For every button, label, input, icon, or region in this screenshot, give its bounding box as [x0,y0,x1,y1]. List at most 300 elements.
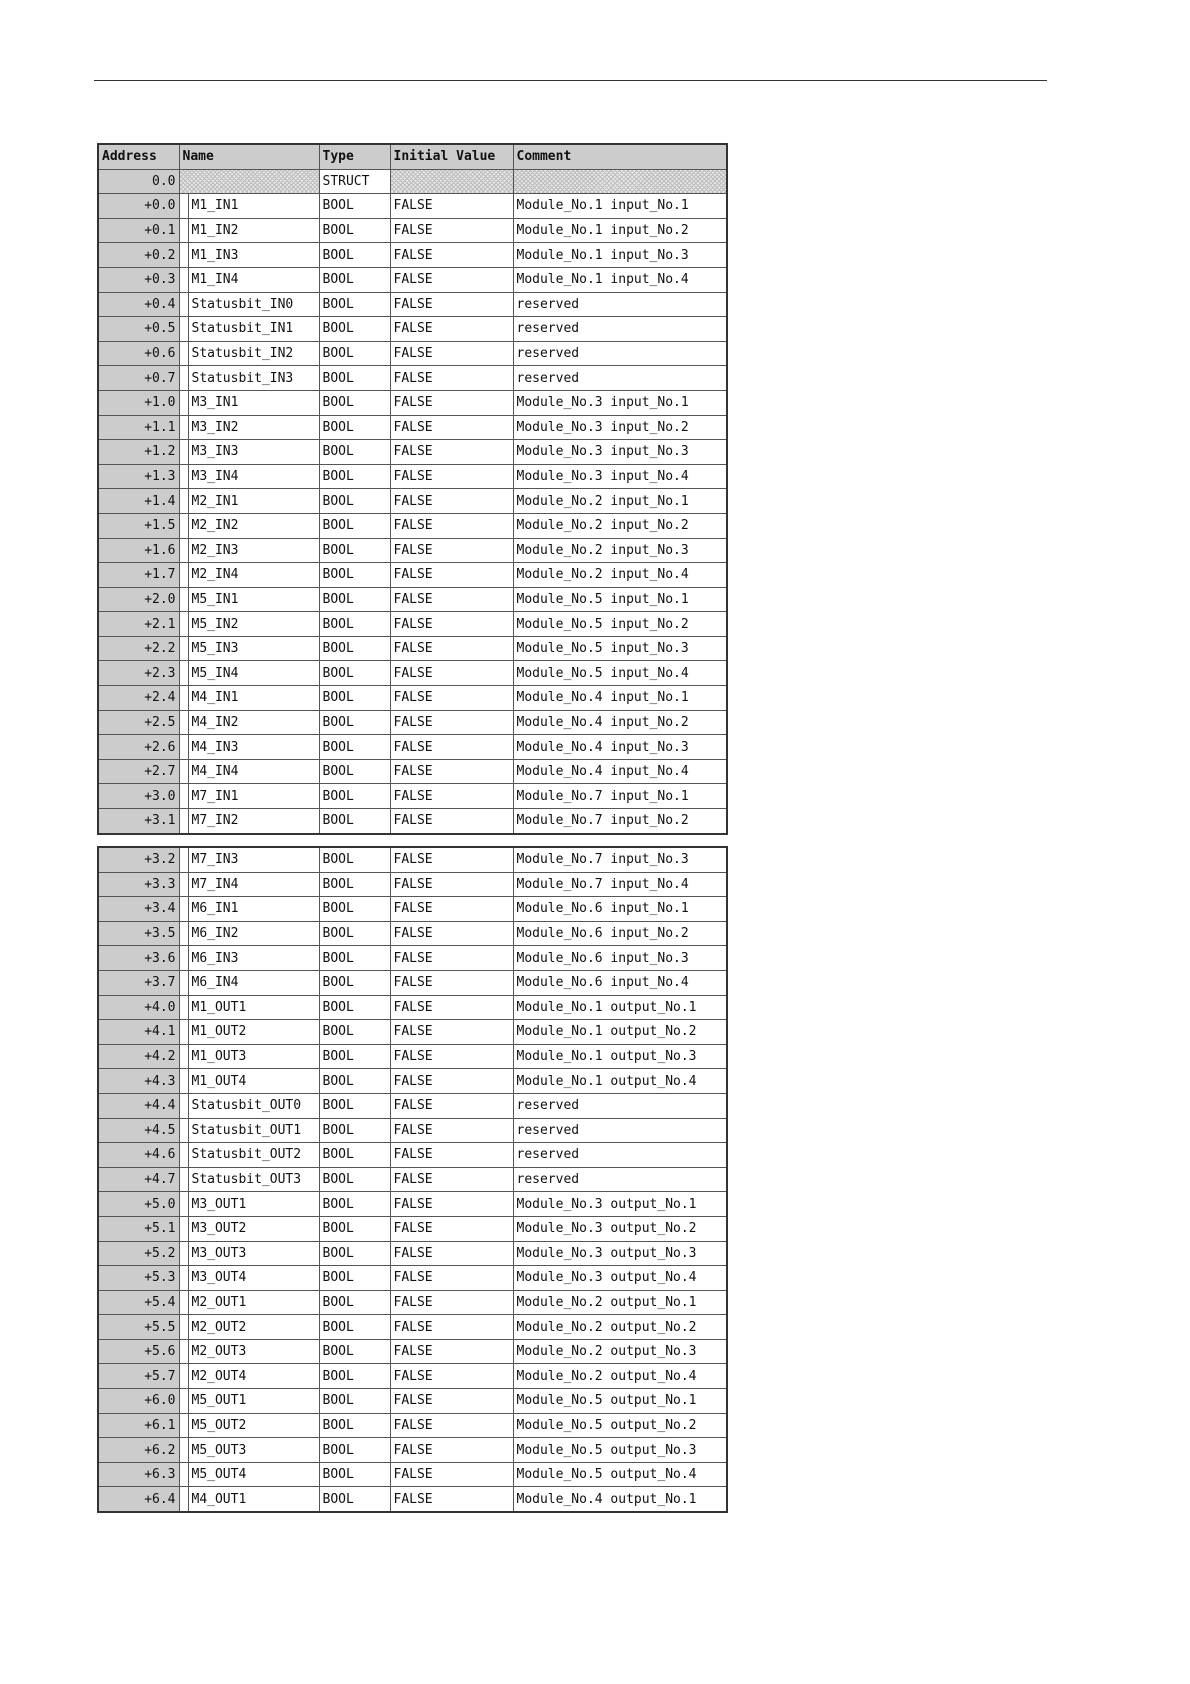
comment-cell: Module_No.1 output_No.3 [513,1044,727,1069]
address-cell: +6.3 [98,1462,179,1487]
initial-value-cell: FALSE [390,897,513,922]
address-cell: +5.4 [98,1290,179,1315]
comment-cell: Module_No.5 output_No.4 [513,1462,727,1487]
comment-cell: Module_No.4 input_No.2 [513,710,727,735]
row-gutter [179,440,188,465]
type-cell: BOOL [319,1167,390,1192]
name-cell: M2_IN3 [188,538,319,563]
initial-value-cell: FALSE [390,1020,513,1045]
comment-cell: Module_No.1 output_No.2 [513,1020,727,1045]
variable-table-part-1 [97,143,728,835]
table-row [98,1315,727,1340]
initial-value-cell: FALSE [390,921,513,946]
name-cell: M6_IN2 [188,921,319,946]
type-cell: BOOL [319,686,390,711]
row-gutter [179,243,188,268]
initial-value-cell: FALSE [390,267,513,292]
type-cell: BOOL [319,563,390,588]
comment-cell: Module_No.3 output_No.1 [513,1192,727,1217]
table-row [98,759,727,784]
header-comment: Comment [513,144,727,169]
table-row [98,366,727,391]
address-cell: +5.5 [98,1315,179,1340]
name-cell: M1_OUT2 [188,1020,319,1045]
type-cell: BOOL [319,538,390,563]
comment-cell: reserved [513,1093,727,1118]
table-row [98,1216,727,1241]
type-cell: BOOL [319,366,390,391]
address-cell: +1.2 [98,440,179,465]
row-gutter [179,1069,188,1094]
comment-cell: reserved [513,341,727,366]
row-gutter [179,847,188,872]
address-cell: +1.1 [98,415,179,440]
initial-value-cell: FALSE [390,341,513,366]
row-gutter [179,686,188,711]
comment-cell: Module_No.1 input_No.4 [513,267,727,292]
address-cell: +4.2 [98,1044,179,1069]
variable-table-part-2 [97,846,728,1513]
name-cell: M1_OUT1 [188,995,319,1020]
row-gutter [179,1364,188,1389]
type-cell: BOOL [319,1438,390,1463]
name-cell: M5_IN4 [188,661,319,686]
name-cell: Statusbit_OUT0 [188,1093,319,1118]
name-cell: Statusbit_IN2 [188,341,319,366]
comment-cell: reserved [513,1143,727,1168]
name-cell: M7_IN1 [188,784,319,809]
address-cell: +6.4 [98,1487,179,1512]
table-row [98,1438,727,1463]
initial-value-cell: FALSE [390,1044,513,1069]
type-cell: BOOL [319,587,390,612]
name-cell: M2_IN4 [188,563,319,588]
address-cell: +1.7 [98,563,179,588]
row-gutter [179,194,188,219]
name-cell: M3_OUT2 [188,1216,319,1241]
struct-initial-cell [390,169,513,194]
address-cell: +3.6 [98,946,179,971]
name-cell: M7_IN3 [188,847,319,872]
table-row [98,809,727,834]
initial-value-cell: FALSE [390,243,513,268]
table-row [98,218,727,243]
initial-value-cell: FALSE [390,390,513,415]
name-cell: M5_OUT3 [188,1438,319,1463]
type-cell: BOOL [319,1118,390,1143]
address-cell: +5.1 [98,1216,179,1241]
address-cell: +4.1 [98,1020,179,1045]
address-cell: +0.0 [98,194,179,219]
type-cell: BOOL [319,784,390,809]
table-row [98,341,727,366]
initial-value-cell: FALSE [390,970,513,995]
table-row [98,292,727,317]
address-cell: +3.5 [98,921,179,946]
name-cell: M4_OUT1 [188,1487,319,1512]
address-cell: +5.0 [98,1192,179,1217]
row-gutter [179,1339,188,1364]
comment-cell: Module_No.2 output_No.1 [513,1290,727,1315]
name-cell: M3_OUT1 [188,1192,319,1217]
struct-row [98,169,727,194]
initial-value-cell: FALSE [390,587,513,612]
table-row [98,243,727,268]
type-cell: BOOL [319,317,390,342]
address-cell: +0.5 [98,317,179,342]
address-cell: +2.3 [98,661,179,686]
struct-comment-cell [513,169,727,194]
comment-cell: Module_No.1 output_No.4 [513,1069,727,1094]
initial-value-cell: FALSE [390,847,513,872]
type-cell: BOOL [319,341,390,366]
type-cell: BOOL [319,897,390,922]
name-cell: M6_IN1 [188,897,319,922]
initial-value-cell: FALSE [390,489,513,514]
address-cell: +5.3 [98,1266,179,1291]
address-cell: +1.5 [98,513,179,538]
comment-cell: reserved [513,317,727,342]
address-cell: +0.2 [98,243,179,268]
name-cell: M6_IN3 [188,946,319,971]
row-gutter [179,563,188,588]
table-row [98,1290,727,1315]
header-name: Name [179,144,319,169]
initial-value-cell: FALSE [390,1241,513,1266]
comment-cell: Module_No.6 input_No.1 [513,897,727,922]
initial-value-cell: FALSE [390,1364,513,1389]
initial-value-cell: FALSE [390,366,513,391]
name-cell: M5_IN3 [188,636,319,661]
address-cell: +2.5 [98,710,179,735]
type-cell: BOOL [319,1290,390,1315]
row-gutter [179,784,188,809]
initial-value-cell: FALSE [390,1093,513,1118]
type-cell: BOOL [319,1266,390,1291]
name-cell: M5_OUT2 [188,1413,319,1438]
address-cell: +0.7 [98,366,179,391]
row-gutter [179,1266,188,1291]
row-gutter [179,1044,188,1069]
table-row [98,1192,727,1217]
address-cell: +6.0 [98,1389,179,1414]
comment-cell: Module_No.7 input_No.3 [513,847,727,872]
initial-value-cell: FALSE [390,809,513,834]
comment-cell: Module_No.1 output_No.1 [513,995,727,1020]
comment-cell: Module_No.7 input_No.4 [513,872,727,897]
address-cell: +4.6 [98,1143,179,1168]
comment-cell: Module_No.3 input_No.1 [513,390,727,415]
comment-cell: Module_No.2 input_No.2 [513,513,727,538]
name-cell: M4_IN4 [188,759,319,784]
comment-cell: Module_No.4 input_No.4 [513,759,727,784]
address-cell: +5.7 [98,1364,179,1389]
type-cell: BOOL [319,1143,390,1168]
table-row [98,735,727,760]
row-gutter [179,612,188,637]
comment-cell: Module_No.4 input_No.3 [513,735,727,760]
initial-value-cell: FALSE [390,194,513,219]
header-initial-value: Initial Value [390,144,513,169]
address-cell: +2.7 [98,759,179,784]
row-gutter [179,415,188,440]
table-row [98,661,727,686]
type-cell: BOOL [319,710,390,735]
address-cell: +5.6 [98,1339,179,1364]
name-cell: M2_OUT2 [188,1315,319,1340]
table-row [98,1167,727,1192]
row-gutter [179,1118,188,1143]
type-cell: BOOL [319,1216,390,1241]
name-cell: M1_IN4 [188,267,319,292]
type-cell: BOOL [319,464,390,489]
address-cell: +6.2 [98,1438,179,1463]
initial-value-cell: FALSE [390,563,513,588]
table-row [98,464,727,489]
comment-cell: Module_No.5 output_No.1 [513,1389,727,1414]
name-cell: M2_OUT4 [188,1364,319,1389]
address-cell: +4.0 [98,995,179,1020]
initial-value-cell: FALSE [390,946,513,971]
table-row [98,970,727,995]
header-address: Address [98,144,179,169]
name-cell: M1_OUT3 [188,1044,319,1069]
row-gutter [179,921,188,946]
initial-value-cell: FALSE [390,218,513,243]
name-cell: M1_OUT4 [188,1069,319,1094]
comment-cell: Module_No.2 output_No.2 [513,1315,727,1340]
initial-value-cell: FALSE [390,464,513,489]
initial-value-cell: FALSE [390,686,513,711]
type-cell: BOOL [319,847,390,872]
comment-cell: Module_No.5 input_No.4 [513,661,727,686]
type-cell: BOOL [319,872,390,897]
name-cell: M3_OUT4 [188,1266,319,1291]
row-gutter [179,946,188,971]
type-cell: BOOL [319,636,390,661]
name-cell: M3_IN3 [188,440,319,465]
type-cell: BOOL [319,946,390,971]
row-gutter [179,1438,188,1463]
type-cell: BOOL [319,1241,390,1266]
comment-cell: Module_No.5 input_No.2 [513,612,727,637]
name-cell: Statusbit_OUT2 [188,1143,319,1168]
table-row [98,1487,727,1512]
comment-cell: Module_No.6 input_No.2 [513,921,727,946]
address-cell: +4.5 [98,1118,179,1143]
address-cell: +0.1 [98,218,179,243]
row-gutter [179,218,188,243]
type-cell: BOOL [319,513,390,538]
name-cell: M2_OUT1 [188,1290,319,1315]
comment-cell: reserved [513,1167,727,1192]
comment-cell: Module_No.2 input_No.1 [513,489,727,514]
type-cell: BOOL [319,1093,390,1118]
type-cell: BOOL [319,1020,390,1045]
initial-value-cell: FALSE [390,995,513,1020]
table-row [98,1389,727,1414]
name-cell: M3_IN1 [188,390,319,415]
table-row [98,872,727,897]
comment-cell: Module_No.1 input_No.3 [513,243,727,268]
address-cell: +1.3 [98,464,179,489]
comment-cell: Module_No.4 input_No.1 [513,686,727,711]
row-gutter [179,1315,188,1340]
name-cell: M2_IN2 [188,513,319,538]
name-cell: M2_IN1 [188,489,319,514]
type-cell: BOOL [319,735,390,760]
initial-value-cell: FALSE [390,735,513,760]
name-cell: M1_IN1 [188,194,319,219]
initial-value-cell: FALSE [390,1389,513,1414]
address-cell: +1.0 [98,390,179,415]
initial-value-cell: FALSE [390,612,513,637]
table-row [98,1462,727,1487]
table-row [98,1020,727,1045]
type-cell: BOOL [319,415,390,440]
table-row [98,847,727,872]
table-row [98,194,727,219]
address-cell: +0.3 [98,267,179,292]
initial-value-cell: FALSE [390,759,513,784]
comment-cell: Module_No.7 input_No.1 [513,784,727,809]
name-cell: M1_IN2 [188,218,319,243]
address-cell: +6.1 [98,1413,179,1438]
type-cell: BOOL [319,1389,390,1414]
table-row [98,921,727,946]
address-cell: +3.2 [98,847,179,872]
comment-cell: Module_No.5 input_No.3 [513,636,727,661]
table-row [98,612,727,637]
name-cell: M3_IN2 [188,415,319,440]
name-cell: M1_IN3 [188,243,319,268]
header-rule [94,80,1047,81]
row-gutter [179,587,188,612]
row-gutter [179,489,188,514]
table-row [98,563,727,588]
type-cell: BOOL [319,1487,390,1512]
row-gutter [179,1413,188,1438]
address-cell: +2.6 [98,735,179,760]
name-cell: M4_IN2 [188,710,319,735]
comment-cell: Module_No.1 input_No.1 [513,194,727,219]
type-cell: BOOL [319,970,390,995]
initial-value-cell: FALSE [390,1069,513,1094]
type-cell: BOOL [319,194,390,219]
table-row [98,1118,727,1143]
name-cell: M5_IN1 [188,587,319,612]
initial-value-cell: FALSE [390,1216,513,1241]
struct-address: 0.0 [98,169,179,194]
table-row [98,489,727,514]
row-gutter [179,1389,188,1414]
type-cell: BOOL [319,1315,390,1340]
comment-cell: reserved [513,1118,727,1143]
name-cell: M2_OUT3 [188,1339,319,1364]
table-row [98,784,727,809]
comment-cell: Module_No.3 output_No.2 [513,1216,727,1241]
type-cell: BOOL [319,489,390,514]
table-row [98,686,727,711]
address-cell: +2.4 [98,686,179,711]
row-gutter [179,1487,188,1512]
struct-type: STRUCT [319,169,390,194]
type-cell: BOOL [319,759,390,784]
name-cell: M5_IN2 [188,612,319,637]
initial-value-cell: FALSE [390,1487,513,1512]
table-row [98,267,727,292]
initial-value-cell: FALSE [390,1167,513,1192]
table-row [98,946,727,971]
row-gutter [179,1216,188,1241]
initial-value-cell: FALSE [390,1438,513,1463]
row-gutter [179,809,188,834]
table-row [98,1143,727,1168]
row-gutter [179,735,188,760]
comment-cell: Module_No.3 input_No.2 [513,415,727,440]
row-gutter [179,267,188,292]
name-cell: M4_IN3 [188,735,319,760]
row-gutter [179,1192,188,1217]
table-row [98,1241,727,1266]
address-cell: +3.1 [98,809,179,834]
initial-value-cell: FALSE [390,1315,513,1340]
initial-value-cell: FALSE [390,661,513,686]
comment-cell: Module_No.4 output_No.1 [513,1487,727,1512]
name-cell: Statusbit_IN3 [188,366,319,391]
row-gutter [179,1241,188,1266]
name-cell: M6_IN4 [188,970,319,995]
type-cell: BOOL [319,612,390,637]
address-cell: +1.4 [98,489,179,514]
comment-cell: Module_No.2 input_No.4 [513,563,727,588]
type-cell: BOOL [319,995,390,1020]
initial-value-cell: FALSE [390,415,513,440]
header-type: Type [319,144,390,169]
table-row [98,513,727,538]
initial-value-cell: FALSE [390,872,513,897]
initial-value-cell: FALSE [390,292,513,317]
comment-cell: Module_No.2 output_No.4 [513,1364,727,1389]
initial-value-cell: FALSE [390,1290,513,1315]
comment-cell: Module_No.2 input_No.3 [513,538,727,563]
table-row [98,636,727,661]
address-cell: +3.7 [98,970,179,995]
initial-value-cell: FALSE [390,538,513,563]
table-row [98,897,727,922]
address-cell: +5.2 [98,1241,179,1266]
comment-cell: Module_No.7 input_No.2 [513,809,727,834]
type-cell: BOOL [319,1192,390,1217]
name-cell: M7_IN4 [188,872,319,897]
address-cell: +0.4 [98,292,179,317]
type-cell: BOOL [319,661,390,686]
initial-value-cell: FALSE [390,1413,513,1438]
table-row [98,1044,727,1069]
type-cell: BOOL [319,1069,390,1094]
row-gutter [179,341,188,366]
type-cell: BOOL [319,390,390,415]
row-gutter [179,1143,188,1168]
table-row [98,390,727,415]
address-cell: +2.1 [98,612,179,637]
initial-value-cell: FALSE [390,440,513,465]
initial-value-cell: FALSE [390,710,513,735]
initial-value-cell: FALSE [390,1339,513,1364]
row-gutter [179,661,188,686]
address-cell: +3.3 [98,872,179,897]
table-row [98,1266,727,1291]
